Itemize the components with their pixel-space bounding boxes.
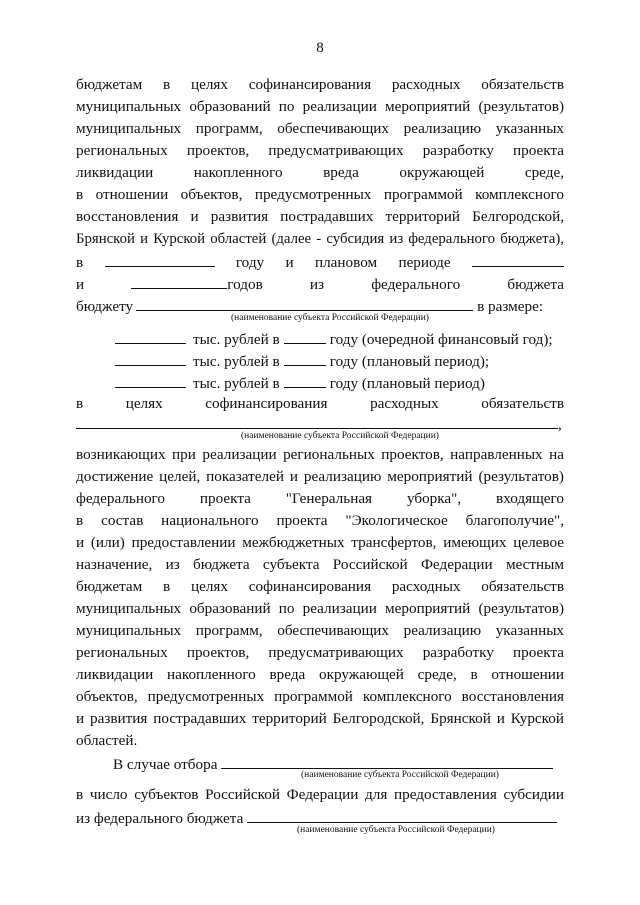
para2-line: ликвидации накопленного вреда окружающей среде, в отношении xyxy=(76,666,564,683)
amount-blank[interactable] xyxy=(115,329,186,344)
para1-line: бюджетам в целях софинансирования расходных обязательств xyxy=(76,76,564,93)
goals-word: расходных xyxy=(370,395,439,412)
para1-line: муниципальных программ, обеспечивающих реализацию указанных xyxy=(76,120,564,137)
subject-name-blank[interactable] xyxy=(76,414,558,429)
amount-row-text: тыс. рублей в xyxy=(193,331,280,348)
para2-line: объектов, предусмотренных программой комплексного восстановления xyxy=(76,688,564,705)
subject-caption: (наименование субъекта Российской Федерации) xyxy=(297,825,495,835)
subject-name-blank[interactable] xyxy=(136,296,473,311)
para2-line: в состав национального проекта "Экологическое благополучие", xyxy=(76,512,564,529)
para2-line: и развития пострадавших территорий Белгородской, Брянской и Курской xyxy=(76,710,564,727)
years-line-word: годов xyxy=(227,276,263,293)
amount-row xyxy=(115,351,565,371)
para2-line: достижение целей, показателей и реализацию мероприятий (результатов) xyxy=(76,468,564,485)
subject-caption: (наименование субъекта Российской Федерации) xyxy=(301,770,499,780)
years-line-word: федерального xyxy=(371,276,461,293)
year-line-word: в xyxy=(76,254,84,271)
goals-word: целях xyxy=(125,395,163,412)
year-line-word: плановом xyxy=(314,254,378,271)
goals-word: в xyxy=(76,395,84,412)
federal-budget-start: из федерального бюджета xyxy=(76,810,244,827)
year-line-word: году xyxy=(235,254,265,271)
amount-row-text: тыс. рублей в xyxy=(193,375,280,392)
budget-line-start: бюджету xyxy=(76,298,134,315)
years-line-word: и xyxy=(76,276,85,293)
para2-line: муниципальных программ, обеспечивающих реализацию указанных xyxy=(76,622,564,639)
para1-line: восстановления и развития пострадавших территорий Белгородской, xyxy=(76,208,564,225)
para1-line: региональных проектов, предусматривающих разработку проекта xyxy=(76,142,564,159)
years-line xyxy=(76,274,564,294)
year-blank[interactable] xyxy=(105,252,215,267)
amount-blank[interactable] xyxy=(115,373,186,388)
amount-row-text: тыс. рублей в xyxy=(193,353,280,370)
para2-line: назначение, из бюджета субъекта Российской Федерации местным xyxy=(76,556,564,573)
budget-line-end: в размере: xyxy=(477,298,544,315)
para1-line: муниципальных образований по реализации мероприятий (результатов) xyxy=(76,98,564,115)
amount-row xyxy=(115,373,565,393)
goals-line xyxy=(76,395,564,413)
year-line xyxy=(76,252,564,272)
para2-line: возникающих при реализации региональных проектов, направленных на xyxy=(76,446,564,463)
page-number: 8 xyxy=(316,40,324,56)
para2-line: федерального проекта "Генеральная уборка", входящего xyxy=(76,490,564,507)
para1-line: Брянской и Курской областей (далее - субсидия из федерального бюджета), xyxy=(76,231,564,247)
comma: , xyxy=(558,416,562,433)
years-line-word: бюджета xyxy=(507,276,564,293)
amount-year-blank[interactable] xyxy=(284,329,326,344)
selection-start: В случае отбора xyxy=(113,756,218,773)
planning-year-blank[interactable] xyxy=(472,252,564,267)
para2-line: региональных проектов, предусматривающих разработку проекта xyxy=(76,644,564,661)
amount-row xyxy=(115,329,565,349)
year-line-word: периоде xyxy=(398,254,451,271)
second-year-blank[interactable] xyxy=(131,274,227,289)
amount-year-blank[interactable] xyxy=(284,373,326,388)
subject-name-blank[interactable] xyxy=(221,754,553,769)
para1-line: ликвидации накопленного вреда окружающей среде, xyxy=(76,164,564,181)
amount-row-text: году (плановый период) xyxy=(329,375,485,392)
para3-line: в число субъектов Российской Федерации для предоставления субсидии xyxy=(76,786,564,803)
amount-row-text: году (плановый период); xyxy=(329,353,490,370)
years-line-word: из xyxy=(309,276,325,293)
para2-line: муниципальных образований по реализации мероприятий (результатов) xyxy=(76,600,564,617)
year-line-word: и xyxy=(285,254,294,271)
para2-line: и (или) предоставлении межбюджетных трансфертов, имеющих целевое xyxy=(76,534,564,551)
para2-line: бюджетам в целях софинансирования расходных обязательств xyxy=(76,578,564,595)
amount-year-blank[interactable] xyxy=(284,351,326,366)
amount-blank[interactable] xyxy=(115,351,186,366)
subject-caption: (наименование субъекта Российской Федерации) xyxy=(231,313,429,323)
goals-word: софинансирования xyxy=(205,395,328,412)
amount-row-text: году (очередной финансовый год); xyxy=(329,331,553,348)
subject-name-blank[interactable] xyxy=(247,808,557,823)
goals-word: обязательств xyxy=(481,395,564,412)
para1-line: в отношении объектов, предусмотренных программой комплексного xyxy=(76,186,564,203)
para2-last-line: областей. xyxy=(76,732,138,749)
subject-caption: (наименование субъекта Российской Федерации) xyxy=(241,431,439,441)
